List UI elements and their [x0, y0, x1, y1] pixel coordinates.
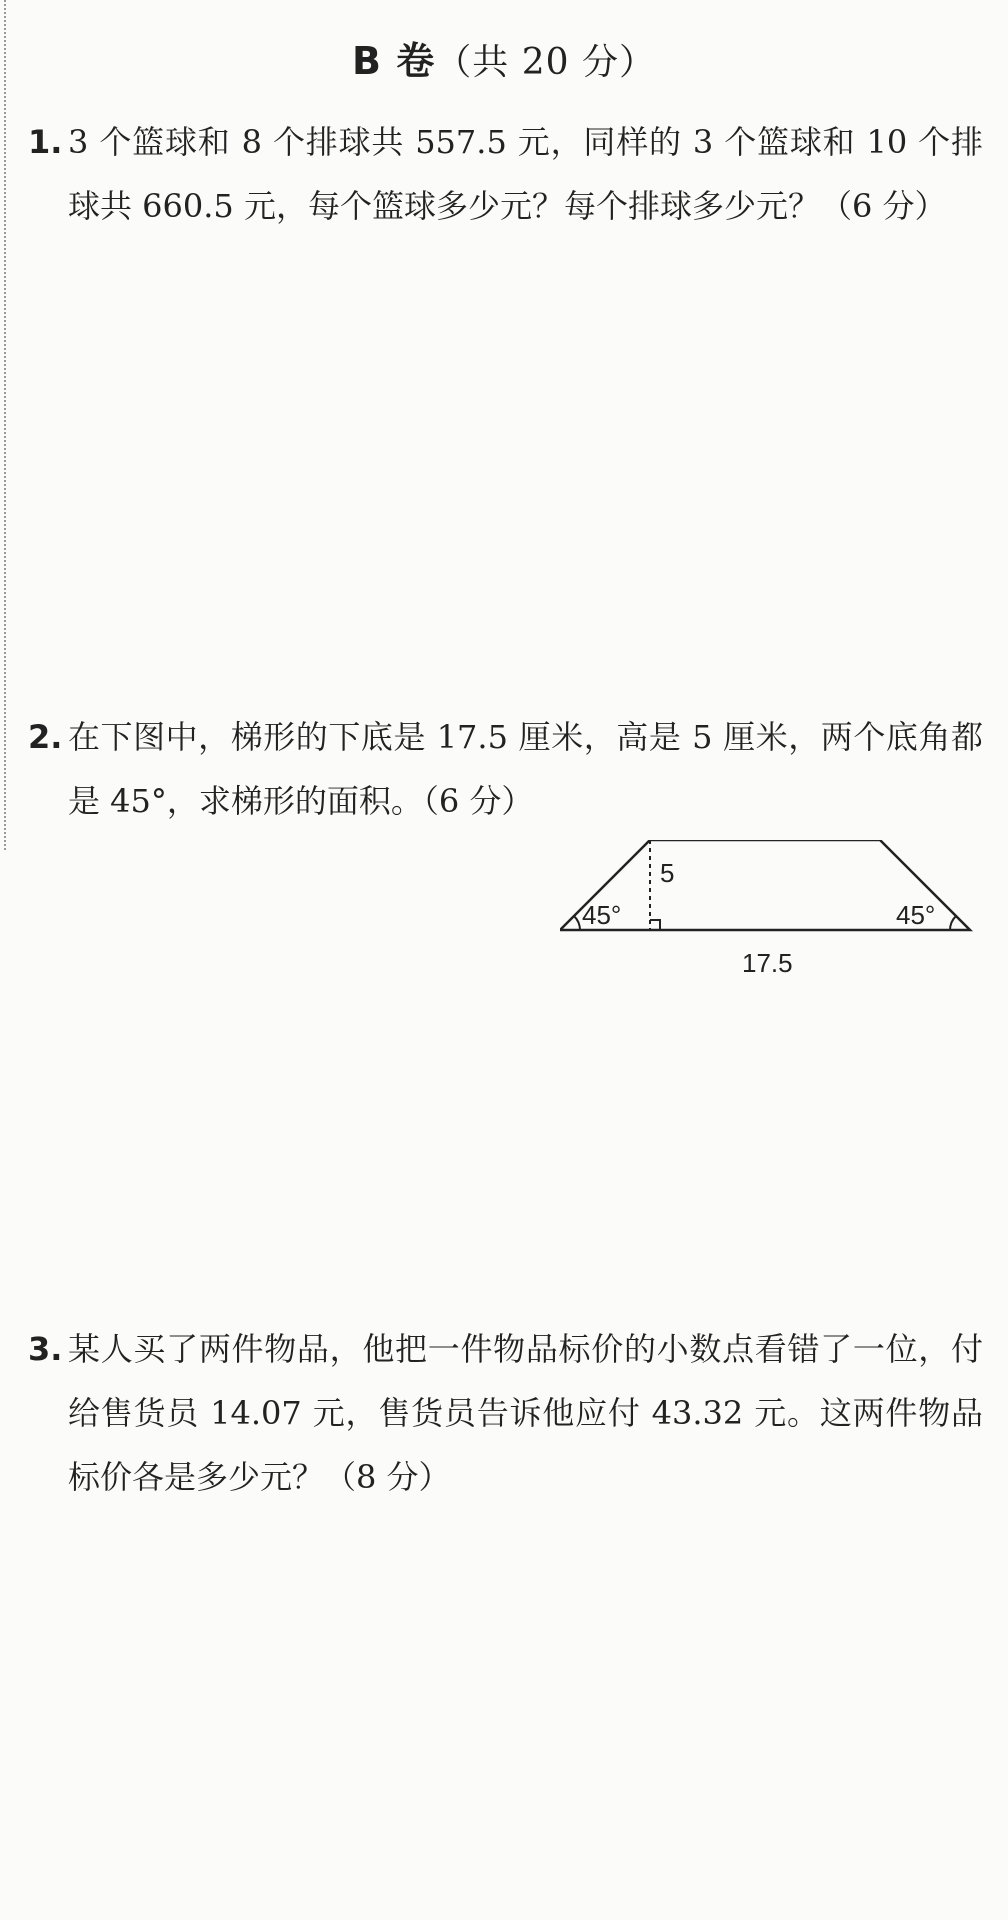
question-1	[28, 110, 983, 238]
section-label: B 卷	[352, 39, 436, 83]
trapezoid-diagram	[560, 840, 980, 1000]
question-text: 3 个篮球和 8 个排球共 557.5 元，同样的 3 个篮球和 10 个排球共 660.5 元，每个篮球多少元？每个排球多少元？（6 分）	[68, 123, 983, 225]
question-number: 2.	[28, 718, 63, 756]
left-angle-arc	[574, 916, 580, 930]
right-angle-mark	[650, 920, 660, 930]
question-number: 1.	[28, 123, 63, 161]
question-2	[28, 705, 983, 833]
question-text: 在下图中，梯形的下底是 17.5 厘米，高是 5 厘米，两个底角都是 45°，求梯形的面积。（6 分）	[68, 718, 983, 820]
height-label: 5	[660, 858, 675, 888]
left-angle-label: 45°	[582, 900, 622, 930]
section-points: （共 20 分）	[435, 42, 656, 83]
right-angle-label: 45°	[896, 900, 936, 930]
section-title	[0, 36, 1008, 88]
question-text: 某人买了两件物品，他把一件物品标价的小数点看错了一位，付给售货员 14.07 元，售货员告诉他应付 43.32 元。这两件物品标价各是多少元？（8 分）	[68, 1330, 983, 1496]
right-angle-arc	[950, 916, 956, 930]
question-number: 3.	[28, 1330, 63, 1368]
base-label: 17.5	[742, 948, 793, 978]
binding-margin-dots	[4, 0, 6, 850]
trapezoid-figure	[560, 840, 980, 1000]
question-3	[28, 1317, 983, 1509]
